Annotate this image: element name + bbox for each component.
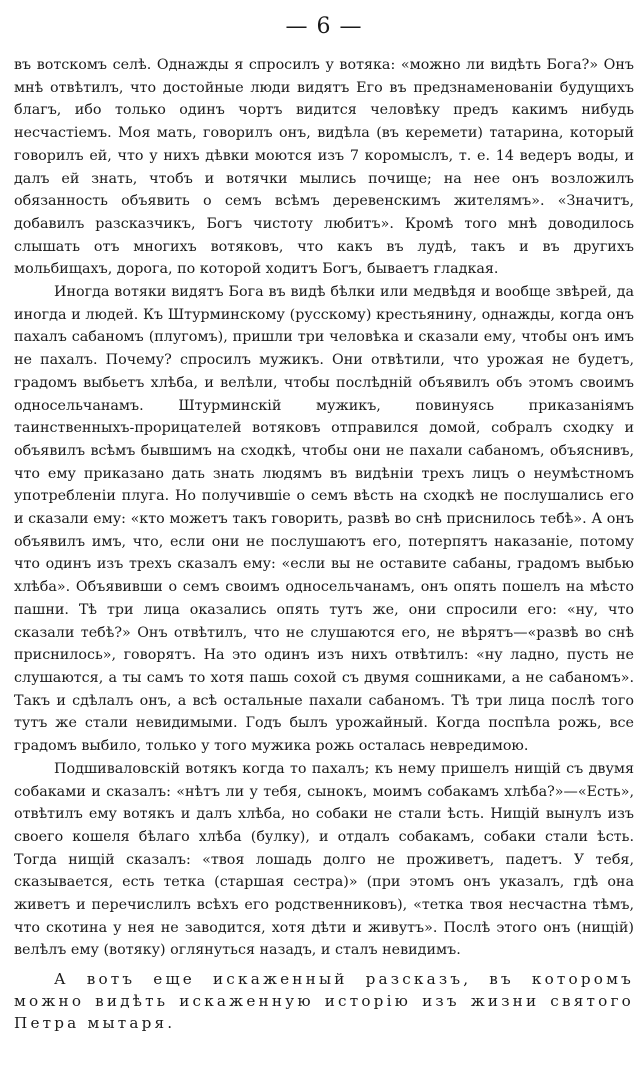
page-number: — 6 —	[285, 14, 363, 39]
paragraph-3: Подшиваловскій вотякъ когда то пахалъ; къ нему пришелъ нищій съ двумя собаками и сказалъ: «нѣтъ ли у тебя, сынокъ, моимъ собакамъ хлѣба?»—«Есть», отвѣтилъ ему вотякъ и далъ хлѣба, но собаки не стали ѣсть. Нищій вынулъ изъ своего кошеля бѣлаго хлѣба (булку), и отдалъ собакамъ, собаки стали ѣсть. Тогда нищій сказалъ: «твоя лошадь долго не проживетъ, падетъ. У тебя, сказывается, есть тетка (старшая сестра)» (при этомъ онъ указалъ, гдѣ она живетъ и перечислилъ всѣхъ его родственниковъ), «тетка твоя несчастна тѣмъ, что скотина у нея не заводится, хотя дѣти и живутъ». Послѣ этого онъ (нищій) велѣлъ ему (вотяку) оглянуться назадъ, и сталъ невидимъ.	[14, 760, 634, 959]
paragraph-1: въ вотскомъ селѣ. Однажды я спросилъ у вотяка: «можно ли видѣть Бога?» Онъ мнѣ отвѣтилъ, что достойные люди видятъ Его въ предзнаменованіи будущихъ благъ, ибо только одинъ чортъ видится человѣку предъ какимъ нибудь несчастіемъ. Моя мать, говорилъ онъ, видѣла (въ керемети) татарина, который говорилъ ей, что у нихъ дѣвки моются изъ 7 коромыслъ, т. е. 14 ведеръ воды, и далъ ей знать, чтобъ и вотячки мылись почище; на нее онъ возложилъ обязанность объявить о семъ всѣмъ деревенскимъ жителямъ». «Значитъ, добавилъ разсказчикъ, Богъ чистоту любитъ». Кромѣ того мнѣ доводилось слышать отъ многихъ вотяковъ, что какъ въ лудѣ, такъ и въ другихъ мольбищахъ, дорога, по которой ходитъ Богъ, бываетъ гладкая.	[14, 57, 634, 278]
closing-paragraph: А вотъ еще искаженный разсказъ, въ которомъ можно видѣть искаженную исторію изъ жизни святого Петра мытаря.	[14, 970, 634, 1033]
body-text	[14, 54, 634, 962]
paragraph-2: Иногда вотяки видятъ Бога въ видѣ бѣлки или медвѣдя и вообще звѣрей, да иногда и людей. Къ Штурминскому (русскому) крестьянину, однажды, когда онъ пахалъ сабаномъ (плугомъ), пришли три человѣка и сказали ему, чтобы онъ имъ не пахалъ. Почему? спросилъ мужикъ. Они отвѣтили, что урожая не будетъ, градомъ выбьетъ хлѣба, и велѣли, чтобы послѣдній объявилъ объ этомъ своимъ односельчанамъ. Штурминскій мужикъ, повинуясь приказаніямъ таинственныхъ-прорицателей вотяковъ отправился домой, собралъ сходку и объявилъ всѣмъ бывшимъ на сходкѣ, чтобы они не пахали сабаномъ, объяснивъ, что ему приказано дать знать людямъ въ видѣніи трехъ лицъ о неумѣстномъ употребленіи плуга. Но получившіе о семъ вѣсть на сходкѣ не послушались его и сказали ему: «кто можетъ такъ говорить, развѣ во снѣ приснилось тебѣ». А онъ объявилъ имъ, что, если они не послушаютъ его, потерпятъ наказаніе, потому что одинъ изъ трехъ сказалъ ему: «если вы не оставите сабаны, градомъ выбью хлѣба». Объявивши о семъ своимъ односельчанамъ, онъ опять пошелъ на мѣсто пашни. Тѣ три лица оказались опять тутъ же, они спросили его: «ну, что сказали тебѣ?» Онъ отвѣтилъ, что не слушаются его, не вѣрятъ—«развѣ во снѣ приснилось», говорятъ. На это одинъ изъ нихъ отвѣтилъ: «ну ладно, пусть не слушаются, а ты самъ то хотя пашь сохой съ двумя сошниками, а не сабаномъ». Такъ и сдѣлалъ онъ, а всѣ остальные пахали сабаномъ. Тѣ три лица послѣ того тутъ же стали невидимыми. Годъ былъ урожайный. Когда поспѣла рожь, все градомъ выбило, только у того мужика рожь осталась невредимою.	[14, 284, 634, 755]
